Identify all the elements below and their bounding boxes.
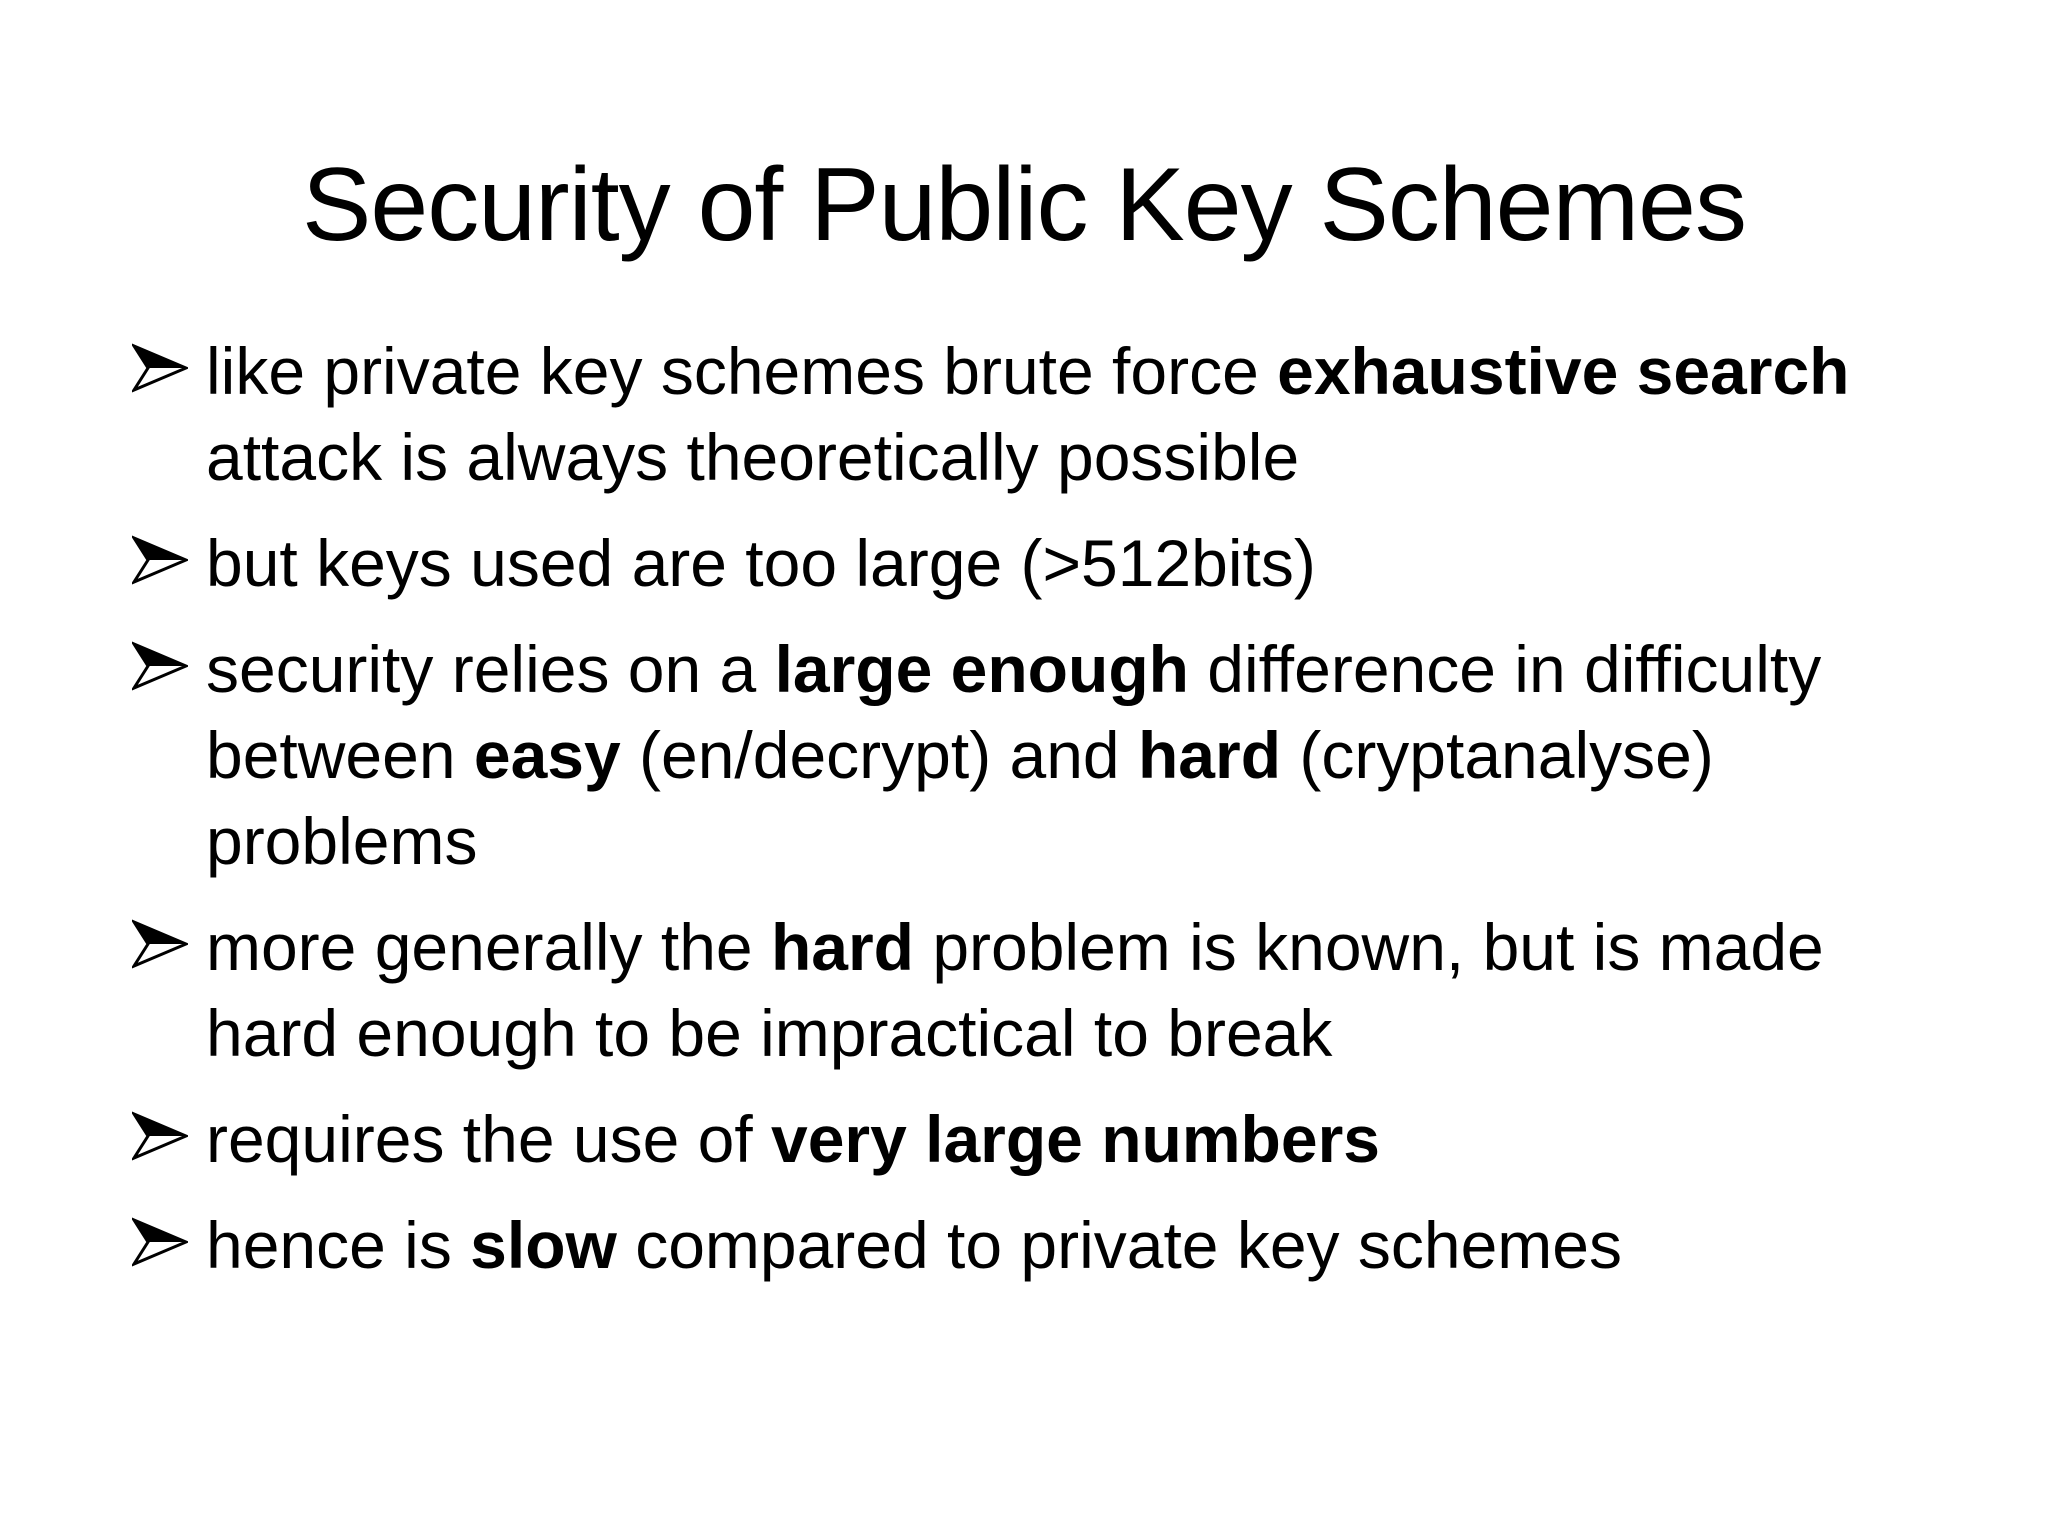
bullet-text: requires the use of very large numbers	[206, 1102, 1380, 1176]
bullet-text: more generally the hard problem is known, but is made hard enough to be impractical to break	[206, 910, 1824, 1070]
bullet-item	[132, 328, 1952, 500]
arrowhead-bullet-icon	[132, 342, 188, 394]
arrowhead-bullet-icon	[132, 1216, 188, 1268]
arrowhead-bullet-icon	[132, 1110, 188, 1162]
bullet-text: security relies on a large enough difference in difficulty between easy (en/decrypt) and hard (cryptanalyse) problems	[206, 632, 1822, 878]
arrowhead-bullet-icon	[132, 534, 188, 586]
bullet-list	[132, 328, 1952, 1308]
bullet-item	[132, 1202, 1952, 1288]
bullet-item	[132, 520, 1952, 606]
arrowhead-bullet-icon	[132, 640, 188, 692]
slide-title: Security of Public Key Schemes	[302, 147, 1746, 263]
bullet-item	[132, 1096, 1952, 1182]
bullet-item	[132, 904, 1952, 1076]
bullet-text: like private key schemes brute force exhaustive search attack is always theoretically possible	[206, 334, 1850, 494]
bullet-text: but keys used are too large (>512bits)	[206, 526, 1316, 600]
bullet-text: hence is slow compared to private key schemes	[206, 1208, 1622, 1282]
arrowhead-bullet-icon	[132, 918, 188, 970]
bullet-item	[132, 626, 1952, 884]
